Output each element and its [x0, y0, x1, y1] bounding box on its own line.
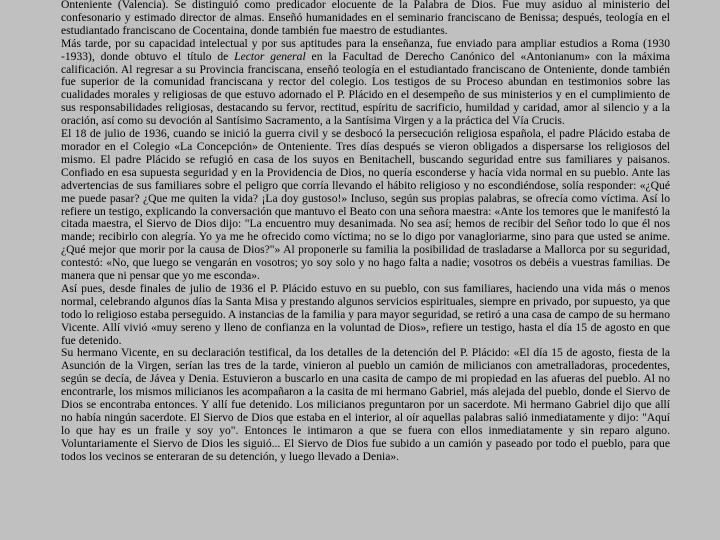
paragraph-4 — [61, 283, 670, 348]
paragraph-text: Su hermano Vicente, en su declaración testifical, da los detalles de la detención del P. Plácido: «El día 15 de agosto, fiesta de la Asunción de la Virgen, serían las tres de la tarde, vinieron al pueblo un camión de milicianos con ametralladoras, procedentes, según se decía, de Jávea y Denia. Estuvieron a buscarlo en una casita de campo de mi propiedad en las afueras del pueblo. Al no encontrarle, los mismos milicianos les acompañaron a la casita de mi hermano Gabriel, más alejada del pueblo, donde el Siervo de Dios se encontraba entonces. Y allí fue detenido. Los milicianos preguntaron por un sacerdote. Mi hermano Gabriel dijo que allí no había ningún sacerdote. El Siervo de Dios que estaba en el interior, al oír aquellas palabras salió inmediatamente y dijo: "Aquí lo que hay es un fraile y soy yo". Entonces le intimaron a que se fuera con ellos inmediatamente y sin reparo alguno. Voluntariamente el Siervo de Dios les siguió... El Siervo de Dios fue subido a un camión y paseado por todo el pueblo, para que todos los vecinos se enteraran de su detención, y luego llevado a Denia». — [61, 346, 670, 463]
document-text — [61, 0, 670, 464]
paragraph-5 — [61, 347, 670, 463]
paragraph-text: en la Facultad de Derecho Canónico del «Antonianum» con la máxima calificación. Al regresar a su Provincia franciscana, enseñó teología en el estudiantado franciscano de Onteniente, donde también fue superior de la comunidad franciscana y rector del colegio. Los testigos de su Proceso abundan en testimonios sobre las cualidades morales y religiosas de que estuvo adornado el P. Plácido en el desempeño de sus ministerios y en el cumplimiento de sus responsabilidades religiosas, destacando su fervor, rectitud, espíritu de sacrificio, humildad y caridad, amor al silencio y a la oración, así como su devoción al Santísimo Sacramento, a la Santísima Virgen y a la práctica del Vía Crucis. — [61, 49, 670, 128]
paragraph-2 — [61, 38, 670, 128]
paragraph-text: Así pues, desde finales de julio de 1936 el P. Plácido estuvo en su pueblo, con sus familiares, haciendo una vida más o menos normal, celebrando algunos días la Santa Misa y prestando algunos servicios espirituales, siempre en privado, por supuesto, ya que todo lo religioso estaba perseguido. A instancias de la familia y para mayor seguridad, se retiró a una casa de campo de su hermano Vicente. Allí vivió «muy sereno y lleno de confianza en la voluntad de Dios», refiere un testigo, hasta el día 15 de agosto en que fue detenido. — [61, 281, 670, 347]
paragraph-1 — [61, 0, 670, 38]
paragraph-text: El 18 de julio de 1936, cuando se inició la guerra civil y se desbocó la persecución religiosa española, el padre Plácido estaba de morador en el Colegio «La Concepción» de Onteniente. Tres días después se vieron obligados a dispersarse los religiosos del mismo. El padre Plácido se refugió en casa de los suyos en Benitachell, buscando seguridad entre sus familiares y paisanos. Confiado en esa supuesta seguridad y en la Providencia de Dios, no quería esconderse y hacía vida normal en su pueblo. Ante las advertencias de sus familiares sobre el peligro que corría llevando el hábito religioso y no escondiéndose, solía responder: «¿Qué me puede pasar? ¿Que me quiten la vida? ¡La doy gustoso!» Incluso, según sus propias palabras, se ofrecía como víctima. Así lo refiere un testigo, explicando la conversación que mantuvo el Beato con una señora maestra: «Ante los temores que le manifestó la citada maestra, el Siervo de Dios dijo: "La encuentro muy desanimada. No sea así; hemos de recibir del Señor todo lo que él nos mande; recibirlo con alegría. Yo ya me he ofrecido como víctima; no se lo digo por vanagloriarme, sino para que usted se anime. ¿Qué mejor que morir por la causa de Dios?"» Al proponerle su familia la posibilidad de trasladarse a Mallorca por su seguridad, contestó: «No, que luego se vengarán en vosotros; yo soy solo y no hago falta a nadie; vosotros os debéis a vuestras familias. De manera que ni pensar que yo me esconda». — [61, 127, 670, 283]
paragraph-3 — [61, 128, 670, 283]
lector-general-title: Lector general — [234, 49, 306, 63]
paragraph-text: Más tarde, por su capacidad intelectual y por sus aptitudes para la enseñanza, fue enviado para ampliar estudios a Roma (1930 -1933), donde obtuvo el título de — [61, 36, 670, 63]
paragraph-text: Onteniente (Valencia). Se distinguió como predicador elocuente de la Palabra de Dios. Fue muy asiduo al ministerio del confesonario y estimado director de almas. Enseñó humanidades en el seminario franciscano de Benissa; después, teología en el estudiantado franciscano de Cocentaina, donde también fue maestro de estudiantes. — [61, 0, 670, 37]
